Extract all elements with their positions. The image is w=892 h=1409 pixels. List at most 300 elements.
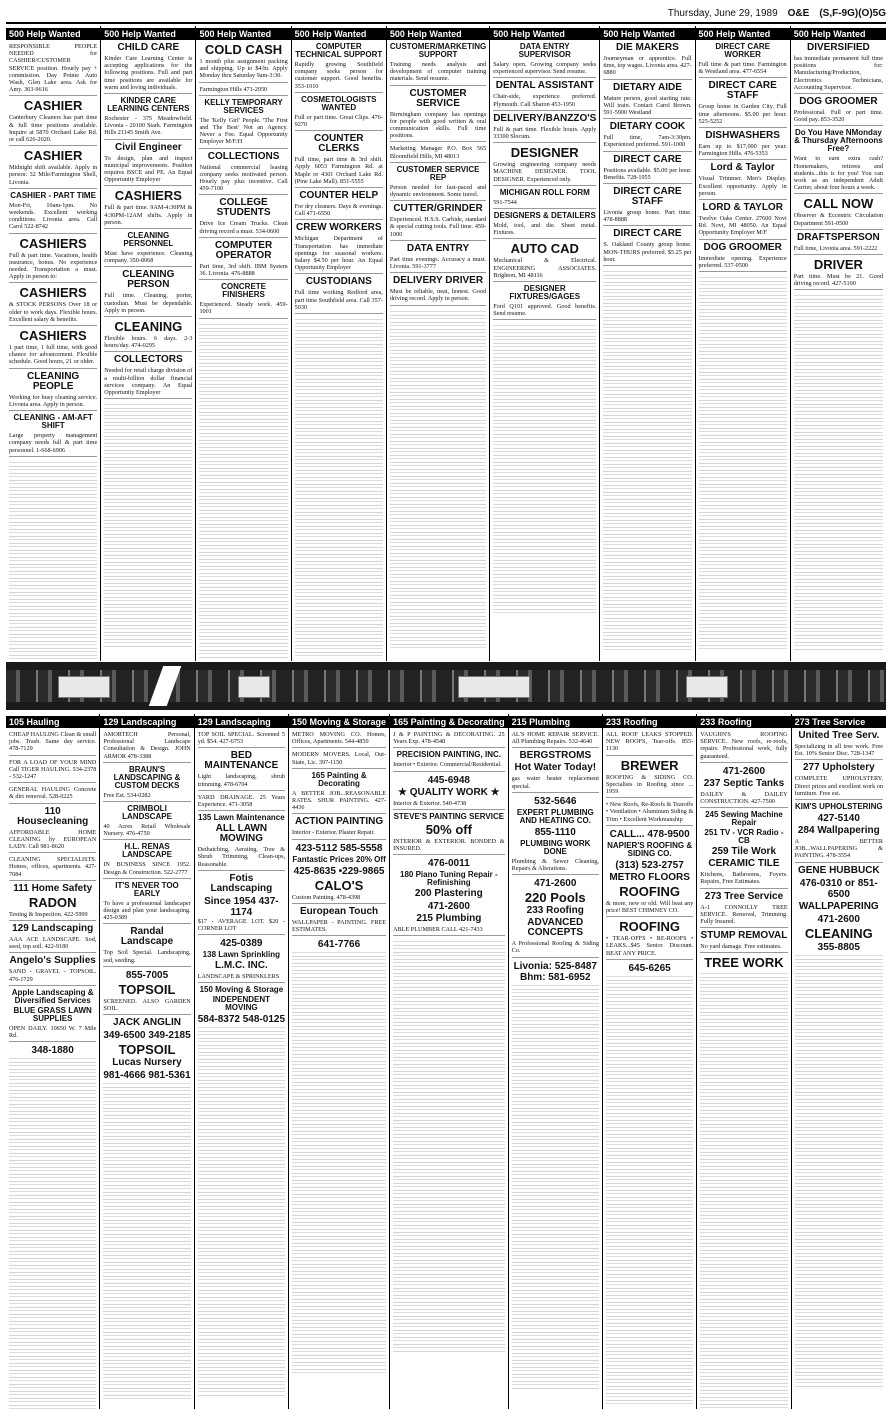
- ad-phone-number: 476-0310 or 851-6500: [799, 877, 878, 900]
- ad-headline: 165 Painting & Decorating: [311, 770, 367, 788]
- ad-body-text: J & P PAINTING & DECORATING. 25 Years Exp. 478-4548: [393, 731, 505, 748]
- ad-body-text: Ford Q101 approved. Good benefits. Send resume.: [493, 303, 596, 320]
- ad-headline: CASHIERS: [114, 188, 182, 204]
- ad-body-text: Rochester - 375 Meadowfield. Livonia - 20100 Stark. Farmington Hills 21145 Smith Ave.: [104, 115, 192, 140]
- ad-headline: CUSTOMER SERVICE: [409, 87, 467, 109]
- ad-body-text: Must be reliable, neat, honest. Good driving record. Apply in person.: [390, 288, 486, 305]
- ad-headline: GENE HUBBUCK: [797, 864, 880, 876]
- classified-column: [101, 26, 196, 661]
- ad-headline: DOG GROOMER: [703, 241, 782, 253]
- column-category-header: 150 Moving & Storage: [289, 716, 389, 728]
- ad-headline: H.L. RENAS LANDSCAPE: [122, 842, 172, 860]
- ad-body-text: Twelve Oaks Center. 27600 Novi Rd. Novi, MI 48050. An Equal Opportunity Employer M/F: [699, 215, 787, 240]
- ad-phone-number: 445-6948: [427, 774, 470, 786]
- ad-body-text: Want to earn extra cash? Homemakers, retirees and students...this is for you! You can work as an independent Adult Carrier, about four hours a week.: [794, 155, 883, 194]
- ad-headline: CREW WORKERS: [296, 222, 382, 234]
- ad-headline: European Touch: [299, 905, 379, 917]
- cut-strip-banner: [6, 662, 886, 710]
- ad-body-text: Visual Trimmer. Men's Display. Excellent opportunity. Apply in person.: [699, 175, 787, 200]
- ad-headline: CALL NOW: [803, 196, 874, 212]
- ad-body-text: Full & part time. Vacations, health insurance, bonus. No experience needed. Transportation a must. Apply in person to:: [9, 252, 97, 284]
- ad-body-text: Livonia group home. Part time. 478-8888: [603, 209, 691, 226]
- section-name: O&E: [787, 7, 810, 19]
- ad-headline: CRIMBOLI LANDSCAPE: [122, 804, 172, 822]
- banner-gap: [238, 676, 270, 698]
- ad-headline: DIVERSIFIED: [806, 42, 870, 53]
- ad-headline: 135 Lawn Maintenance: [198, 813, 285, 823]
- ad-headline: Hot Water Today!: [514, 762, 597, 774]
- ad-headline: DATA ENTRY: [406, 242, 470, 254]
- ad-body-text: INTERIOR & EXTERIOR. BONDED & INSURED.: [393, 838, 505, 855]
- ad-headline: DISHWASHERS: [705, 130, 780, 142]
- classified-column: [196, 26, 291, 661]
- column-category-header: 500 Help Wanted: [490, 28, 599, 40]
- ad-body-text: Free Est. 534-0282: [103, 792, 190, 802]
- ad-headline: DIETARY AIDE: [612, 81, 682, 93]
- ad-headline: DIRECT CARE STAFF: [613, 186, 682, 208]
- fine-print-texture: [795, 953, 883, 1389]
- column-category-header: 500 Help Wanted: [196, 28, 290, 40]
- column-category-header: 500 Help Wanted: [6, 28, 100, 40]
- classified-column: [603, 714, 697, 1409]
- ad-body-text: Custom Painting. 478-4398: [292, 894, 386, 904]
- ad-headline: KIM'S UPHOLSTERING: [794, 802, 883, 812]
- ad-body-text: LANDSCAPE & SPRINKLERS: [198, 973, 285, 983]
- fine-print-texture: [390, 309, 486, 651]
- ad-headline: DESIGNER FIXTURES/GAGES: [509, 284, 581, 302]
- ad-headline: COLLECTIONS: [207, 150, 280, 162]
- ad-headline: Lucas Nursery: [112, 1057, 182, 1069]
- ad-body-text: A Professional Roofing & Siding Co.: [512, 940, 599, 957]
- ad-headline: BREWER: [620, 757, 679, 773]
- ad-body-text: Must have experience. Cleaning company. 350-8068: [104, 250, 192, 267]
- ad-headline: Angelo's Supplies: [9, 955, 96, 967]
- ad-headline: 138 Lawn Sprinkling: [202, 950, 281, 960]
- ad-phone-number: 427-5140: [817, 813, 860, 825]
- ad-body-text: Working for busy cleaning service. Livonia area. Apply in person.: [9, 394, 97, 411]
- ad-headline: MICHIGAN ROLL FORM: [499, 187, 590, 197]
- ad-headline: BERGSTROMS: [519, 750, 592, 762]
- ad-headline: DESIGNERS & DETAILERS: [493, 211, 596, 221]
- ad-body-text: Growing engineering company needs MACHINE DESIGNER. TOOL DESIGNER. Experienced only.: [493, 161, 596, 186]
- ad-headline: COLLEGE STUDENTS: [216, 197, 271, 219]
- ad-phone-number: 855-1110: [534, 826, 576, 838]
- ad-body-text: METRO MOVING CO. Homes, Offices, Apartments. 544-4850: [292, 731, 386, 748]
- ad-headline: LORD & TAYLOR: [702, 202, 783, 214]
- ad-headline: CUSTODIANS: [305, 276, 372, 288]
- ad-headline: ALL LAWN MOWING: [215, 823, 268, 845]
- ad-headline: CUSTOMER SERVICE REP: [396, 164, 480, 182]
- fine-print-texture: [198, 1025, 285, 1398]
- ad-body-text: FOR A LOAD OF YOUR MIND Call TIGER HAULING. 534-2378 - 532-1247: [9, 759, 96, 784]
- ad-body-text: Full or part time. Great Clips. 476-9270: [295, 114, 383, 131]
- ad-phone-number: CALL... 478-9500: [609, 828, 690, 840]
- banner-gap: [458, 676, 530, 698]
- column-category-header: 500 Help Wanted: [292, 28, 386, 40]
- ad-headline: AUTO CAD: [510, 241, 579, 257]
- ad-phone-number: 425-0389: [220, 938, 263, 950]
- ad-phone-number: 348-1880: [31, 1045, 74, 1057]
- ad-body-text: Flexible hours. 6 days. 2-3 hours/day. 474-0295: [104, 335, 192, 352]
- ad-phone-number: 471-2600: [534, 878, 577, 890]
- column-category-header: 233 Roofing: [603, 716, 696, 728]
- ad-body-text: Group home in Garden City. Full time afternoons. $5.00 per hour. 525-5252: [699, 103, 787, 128]
- ad-headline: METRO FLOORS: [609, 871, 690, 883]
- ad-body-text: 1 part time, 1 full time, with good chance for advancement. Flexible schedule. Good hours, 21 or older.: [9, 344, 97, 369]
- ad-body-text: A-1 CONNOLLY TREE SERVICE. Removal, Trimming. Fully Insured.: [700, 904, 787, 929]
- ad-body-text: AAA ACE LANDSCAPE. Sod, seed, top soil. 422-9180: [9, 936, 96, 953]
- ad-headline: 284 Wallpapering: [797, 825, 880, 837]
- ad-body-text: Top Soil Special. Landscaping, sod, seeding.: [103, 949, 190, 966]
- services-section: [6, 714, 886, 1404]
- ad-headline: CASHIER: [23, 98, 83, 114]
- ad-body-text: Professional. Full or part time. Good pay. 853-3520: [794, 109, 883, 126]
- ad-body-text: Kitchens, Bathrooms, Foyers. Repairs, Free Estimates.: [700, 871, 787, 888]
- ad-body-text: Experienced. Steady work. 459-1001: [199, 301, 287, 318]
- ad-body-text: For dry cleaners. Days & evenings. Call 471-6550: [295, 203, 383, 220]
- ad-body-text: 1 month plus assignment packing and shipping. Up to $4/hr. Apply Monday thru Saturday 9am-3:30.: [199, 58, 287, 83]
- ad-body-text: Rapidly growing Southfield company seeks person for customer support. Good benefits. 353-1010: [295, 61, 383, 93]
- ad-body-text: National commercial leasing company seeks motivated person. Hourly pay plus incentive. Call 459-7100: [199, 164, 287, 196]
- ad-body-text: Kinder Care Learning Center is accepting applications for the following positions. Full and part time positions are available for warm and loving individuals.: [104, 55, 192, 94]
- ad-body-text: AMORTECH Personal, Professional Landscape Consultation & Design. JOHN ARMOR 478-3388: [103, 731, 190, 763]
- ad-body-text: Part time, 3rd shift. IBM System 36. Livonia. 476-8888: [199, 263, 287, 280]
- column-category-header: 500 Help Wanted: [600, 28, 694, 40]
- ad-headline: ★ QUALITY WORK ★: [398, 786, 500, 798]
- ad-headline: 180 Piano Tuning Repair - Refinishing: [400, 870, 498, 888]
- ad-headline: COUNTER CLERKS: [314, 133, 364, 155]
- ad-body-text: Earn up to $17,000 per year. Farmington Hills. 476-5353: [699, 143, 787, 160]
- ad-body-text: Full time, 7am-3:30pm. Experienced preferred. 591-1000: [603, 134, 691, 151]
- ad-headline: 50% off: [425, 821, 472, 837]
- ad-body-text: Midnight shift available. Apply in person: 32 Mile/Farmington Shell, Livonia.: [9, 164, 97, 189]
- ad-body-text: Full time, part time & 3rd shift. Apply 6053 Farmington Rd. at Maple or 4301 Orchard Lake Rd. (Pine Lake Mall). 851-5555: [295, 156, 383, 188]
- classified-column: [791, 26, 886, 661]
- classified-column: [697, 714, 791, 1409]
- fine-print-texture: [9, 1056, 96, 1409]
- ad-headline: BED MAINTENANCE: [204, 750, 279, 772]
- ad-headline: 129 Landscaping: [12, 923, 94, 935]
- ad-headline: Do You Have NMonday & Thursday Afternoons Free?: [794, 128, 883, 154]
- column-category-header: 500 Help Wanted: [387, 28, 489, 40]
- ad-body-text: SCREENED. ALSO GARDEN SOIL.: [103, 998, 190, 1015]
- ad-body-text: Testing & Inspection. 422-5999: [9, 911, 96, 921]
- ad-headline: CLEANING PEOPLE: [26, 370, 80, 392]
- ad-body-text: The 'Kelly Girl' People. 'The First and The Best' Not an Agency. Never a Fee. Equal Opportunity Employer M/F/H: [199, 117, 287, 149]
- ad-headline: 200 Plastering: [414, 888, 483, 900]
- ad-headline: Randal Landscape: [120, 926, 174, 948]
- ad-body-text: Mold, tool, and die. Sheet metal. Fixtures.: [493, 222, 596, 239]
- ad-headline: COUNTER HELP: [299, 190, 379, 202]
- ad-body-text: Full & part time. Flexible hours. Apply 33300 Slocum.: [493, 126, 596, 143]
- ad-body-text: Salary open. Growing company seeks experienced supervisor. Send resume.: [493, 61, 596, 78]
- fine-print-texture: [9, 460, 97, 661]
- ad-body-text: VAUGHN'S ROOFING SERVICE. New roofs, re-roofs, repairs. Professional work, fully guaranteed.: [700, 731, 787, 763]
- ad-phone-number: 981-4666 981-5361: [103, 1070, 191, 1082]
- ad-body-text: A BETTER JOB...REASONABLE RATES. SHUR PAINTING. 427-4436: [292, 790, 386, 815]
- ad-body-text: CLEANING SPECIALISTS. Homes, offices, apartments. 427-7084: [9, 856, 96, 881]
- ad-headline: CASHIERS: [19, 285, 87, 301]
- ad-body-text: CHEAP HAULING Clean & small jobs. Trash. Same day service. 478-7129: [9, 731, 96, 756]
- fine-print-texture: [493, 323, 596, 616]
- ad-headline: CHILD CARE: [117, 42, 180, 53]
- page-code: (S,F-9G)(O)5G: [819, 7, 886, 19]
- ad-body-text: GENERAL HAULING Concrete & dirt removal. 528-0225: [9, 786, 96, 803]
- classified-column: [100, 714, 194, 1409]
- ad-headline: CERAMIC TILE: [708, 858, 780, 870]
- ad-body-text: Interior & Exterior. 540-4738: [393, 800, 505, 810]
- classified-column: [390, 714, 509, 1409]
- classified-column: [490, 26, 600, 661]
- fine-print-texture: [794, 293, 883, 651]
- fine-print-texture: [103, 1081, 190, 1399]
- fine-print-texture: [393, 939, 505, 1352]
- ad-headline: CASHIER: [23, 148, 83, 164]
- ad-headline: TOPSOIL: [118, 981, 176, 997]
- ad-phone-number: 645-6265: [628, 962, 671, 974]
- page-header: [6, 6, 886, 20]
- ad-body-text: Light landscaping, shrub trimming. 478-6704: [198, 773, 285, 790]
- ad-headline: ROOFING: [619, 919, 680, 935]
- ad-body-text: gas water heater replacement special.: [512, 775, 599, 792]
- ad-body-text: • TEAR-OFFS • RE-ROOFS • LEAKS...$45 Senior Discount. BEAT ANY PRICE.: [606, 935, 693, 960]
- ad-headline: Lord & Taylor: [710, 162, 775, 174]
- ad-headline: CLEANING: [114, 319, 183, 335]
- ad-phone-number: 641-7766: [317, 939, 361, 951]
- ad-headline: TOPSOIL: [118, 1042, 176, 1058]
- column-category-header: 500 Help Wanted: [791, 28, 886, 40]
- ad-body-text: Mechanical & Electrical. ENGINEERING ASSOCIATES. Brighton, MI 48116: [493, 257, 596, 282]
- ad-body-text: & STOCK PERSONS Over 18 or older to work days. Flexible hours. Excellent salary & benefits.: [9, 301, 97, 326]
- ad-headline: STUMP REMOVAL: [700, 930, 788, 942]
- fine-print-texture: [603, 269, 691, 650]
- ad-body-text: YARD DRAINAGE. 25 Years Experience. 471-3058: [198, 794, 285, 811]
- ad-headline: CASHIERS: [19, 235, 87, 251]
- ad-body-text: Specializing in all tree work. Free Est. 10% Senior Disc. 728-1347: [795, 743, 883, 760]
- ad-body-text: Michigan Department of Transportation has immediate openings for seasonal workers. Salary $4.50 per hour. An Equal Opportunity Employer: [295, 235, 383, 274]
- fine-print-texture: [295, 317, 383, 657]
- ad-headline: Civil Engineer: [114, 141, 182, 153]
- ad-phone-number: 471-2600: [427, 901, 470, 913]
- fine-print-texture: [292, 950, 386, 1374]
- ad-headline: COMPUTER OPERATOR: [214, 239, 273, 261]
- ad-body-text: Immediate opening. Experience preferred. 537-0500: [699, 255, 787, 272]
- ad-body-text: RESPONSIBLE PEOPLE NEEDED for CASHIER/CUSTOMER SERVICE position. Hourly pay + commission. Day Pointe Auto Wash, Glen Lake area. Ask for Amy. 363-9616: [9, 43, 97, 96]
- ad-body-text: S. Oakland County group home. MON-THURS preferred. $5.25 per hour.: [603, 241, 691, 266]
- ad-headline: CLEANING PERSONNEL: [123, 231, 174, 249]
- ad-headline: INDEPENDENT MOVING: [212, 995, 271, 1013]
- column-category-header: 165 Painting & Decorating: [390, 716, 508, 728]
- ad-headline: BRAUN'S LANDSCAPING & CUSTOM DECKS: [113, 764, 181, 790]
- ad-body-text: Needed for retail charge division of a multi-billion dollar financial services company. An Equal Opportunity Employer: [104, 367, 192, 399]
- ad-body-text: Interior - Exterior. Plaster Repair.: [292, 829, 386, 839]
- classified-column: [696, 26, 791, 661]
- ad-body-text: Farmington Hills 471-2050: [199, 86, 287, 96]
- ad-phone-number: (313) 523-2757: [615, 859, 684, 871]
- ad-body-text: COMPLETE UPHOLSTERY. Direct prices and excellent work on furniture. Free est.: [795, 775, 883, 800]
- ad-body-text: Part time evenings. Accuracy a must. Livonia. 591-3777: [390, 256, 486, 273]
- column-category-header: 500 Help Wanted: [696, 28, 790, 40]
- ad-headline: EXPERT PLUMBING AND HEATING CO.: [516, 807, 594, 825]
- ad-headline: CLEANING PERSON: [122, 269, 175, 291]
- ad-headline: CUTTER/GRINDER: [393, 203, 483, 215]
- ad-headline: WALLPAPERING: [798, 900, 879, 912]
- ad-body-text: Observer & Eccentric Circulation Department 591-0500: [794, 212, 883, 229]
- ad-headline: Fantastic Prices 20% Off: [292, 854, 386, 864]
- classified-column: [6, 26, 101, 661]
- ad-headline: 277 Upholstery: [802, 762, 875, 774]
- ad-body-text: To design, plan and inspect municipal improvements. Position requires BSCE and PE. An Equal Opportunity Employer: [104, 155, 192, 187]
- ad-headline: JACK ANGLIN: [113, 1017, 181, 1029]
- ad-headline: NAPIER'S ROOFING & SIDING CO.: [607, 840, 693, 858]
- ad-body-text: Full time. Cleaning, porter, custodian. Must be dependable. Apply in person.: [104, 292, 192, 317]
- column-category-header: 105 Hauling: [6, 716, 99, 728]
- ad-headline: KELLY TEMPORARY SERVICES: [204, 97, 283, 115]
- ad-headline: STEVE'S PAINTING SERVICE: [393, 811, 505, 821]
- ad-body-text: Birmingham company has openings for people with good written & oral communication skills. Full time positions.: [390, 111, 486, 143]
- ad-headline: 111 Home Safety: [13, 882, 93, 894]
- ad-headline: PLUMBING WORK DONE: [520, 838, 591, 856]
- ad-headline: CUSTOMER/MARKETING SUPPORT: [389, 42, 487, 59]
- ad-headline: DIRECT CARE WORKER: [715, 42, 770, 59]
- ad-body-text: Mon-Fri, 10am-1pm. No weekends. Excellent working conditions. Livonia area. Call Carol 522-8742: [9, 202, 97, 234]
- ad-body-text: & more, new or old. Will beat any price! BEST CHIMNEY CO.: [606, 900, 693, 917]
- classified-column: [509, 714, 603, 1409]
- column-category-header: 273 Tree Service: [792, 716, 886, 728]
- ad-body-text: OPEN DAILY. 10650 W. 7 Mile Rd.: [9, 1025, 96, 1042]
- ad-headline: ADVANCED CONCEPTS: [527, 917, 584, 939]
- ad-body-text: SAND - GRAVEL - TOPSOIL. 476-1729: [9, 968, 96, 985]
- ad-phone-number: 423-5112 585-5558: [295, 842, 383, 854]
- ad-headline: BLUE GRASS LAWN SUPPLIES: [13, 1005, 92, 1023]
- ad-headline: DATA ENTRY SUPERVISOR: [518, 42, 571, 59]
- ad-body-text: ABLE PLUMBER CALL 421-7433: [393, 926, 505, 936]
- ad-body-text: A BETTER JOB...WALLPAPERING & PAINTING. 478-3554: [795, 838, 883, 863]
- ad-body-text: Canterbury Cleaners has part time & full time positions available. Inquire at 5870 Orchard Lake Rd. or call 626-2020.: [9, 114, 97, 146]
- ad-phone-number: 855-7005: [125, 969, 169, 981]
- fine-print-texture: [699, 275, 787, 650]
- fine-print-texture: [104, 402, 192, 647]
- ad-headline: 220 Pools: [524, 890, 586, 906]
- ad-headline: CASHIERS: [19, 328, 87, 344]
- ad-body-text: 591-7544: [493, 199, 596, 209]
- ad-headline: DOG GROOMER: [799, 96, 878, 108]
- classified-column: [195, 714, 289, 1409]
- ad-headline: 251 TV - VCR Radio - CB: [704, 828, 784, 846]
- ad-body-text: Full & part time. 9AM-4:30PM & 4:30PM-12AM shifts. Apply in person.: [104, 204, 192, 229]
- ad-phone-number: 471-2600: [722, 765, 766, 777]
- ad-phone-number: 584-8372 548-0125: [197, 1014, 286, 1026]
- ad-headline: DELIVERY/BANZZO'S: [493, 112, 597, 124]
- ad-body-text: Dethatching, Aerating, Tree & Shrub Trimming, Clean-ups, Reasonable.: [198, 846, 285, 871]
- ad-headline: DIE MAKERS: [616, 42, 679, 53]
- banner-gap: [686, 676, 728, 698]
- ad-headline: 233 Roofing: [526, 905, 584, 917]
- page-date: Thursday, June 29, 1989: [667, 7, 778, 19]
- ad-body-text: Plumbing & Sewer Cleaning, Repairs & Alterations.: [512, 858, 599, 875]
- classified-column: [292, 26, 387, 661]
- ad-body-text: Mature person, good starting rate. Will train. Contact Carol Brown. 591-5900 Westland: [603, 95, 691, 120]
- fine-print-texture: [512, 983, 599, 1391]
- ad-headline: RADON: [28, 894, 77, 910]
- ad-headline: Fotis Landscaping: [210, 872, 273, 894]
- ad-body-text: Full time & part time. Farmington & Westland area. 477-6554: [699, 61, 787, 78]
- ad-headline: COLD CASH: [204, 42, 283, 57]
- ad-body-text: ROOFING & SIDING CO. Specialists in Roofing since ... 1959: [606, 774, 693, 799]
- ad-body-text: Chair-side, experience preferred. Plymouth. Call Sharon 453-1950: [493, 93, 596, 110]
- ad-headline: CONCRETE FINISHERS: [221, 282, 266, 300]
- ad-body-text: To have a professional landscaper design and plan your landscaping. 425-0389: [103, 900, 190, 925]
- ad-phone-number: Livonia: 525-8487 Bhm: 581-6952: [513, 960, 597, 983]
- ad-body-text: Person needed for fast-paced and dynamic environment. Some travel.: [390, 184, 486, 201]
- ad-phone-number: 471-2600: [817, 913, 860, 925]
- ad-headline: COLLECTORS: [113, 354, 183, 366]
- ad-body-text: Training needs analysis and development of computer training materials. Send resume.: [390, 61, 486, 86]
- ad-headline: TREE WORK: [704, 955, 784, 971]
- ad-body-text: has immediate permanent full time positions for: Manufacturing/Production, Electronics Technicians, Accounting Supervisor.: [794, 55, 883, 94]
- ad-headline: Apple Landscaping & Diversified Services: [11, 987, 94, 1005]
- ad-phone-number: 355-8805: [817, 941, 860, 953]
- ad-body-text: Large property management company needs full & part time personnel. 1-668-6906: [9, 432, 97, 457]
- ad-body-text: MODERN MOVERS. Local, Out-State, Lic. 397-1150: [292, 751, 386, 768]
- column-category-header: 500 Help Wanted: [101, 28, 195, 40]
- fine-print-texture: [199, 322, 287, 659]
- classified-column: [387, 26, 490, 661]
- ad-body-text: Full time, Livonia area. 591-2222: [794, 245, 883, 255]
- ad-headline: ACTION PAINTING: [294, 816, 384, 828]
- ad-headline: 215 Plumbing: [416, 913, 482, 925]
- column-category-header: 129 Landscaping: [195, 716, 288, 728]
- header-rule: [6, 22, 886, 24]
- ad-body-text: TOP SOIL SPECIAL. Screened 5 yd. $54. 427-6753: [198, 731, 285, 748]
- ad-body-text: Interior • Exterior. Commercial/Residential.: [393, 761, 505, 771]
- ad-headline: COMPUTER TECHNICAL SUPPORT: [295, 42, 383, 59]
- ad-body-text: DAILEY & DAILEY CONSTRUCTION. 427-7500: [700, 791, 787, 808]
- ad-headline: DENTAL ASSISTANT: [495, 80, 594, 92]
- ad-headline: DRAFTSPERSON: [796, 231, 880, 243]
- ad-body-text: Full time working Redford area, part time Southfield area. Call 357-5030: [295, 289, 383, 314]
- help-wanted-section: [6, 26, 886, 658]
- ad-headline: DIRECT CARE STAFF: [708, 80, 777, 102]
- ad-phone-number: 425-8635 •229-9865: [293, 865, 385, 877]
- ad-headline: 150 Moving & Storage: [199, 985, 284, 995]
- ad-phone-number: 532-5646: [534, 795, 577, 807]
- ad-headline: CALO'S: [314, 877, 364, 893]
- ad-headline: IT'S NEVER TOO EARLY: [115, 880, 179, 898]
- ad-body-text: Drive Ice Cream Trucks. Clean driving record a must. 534-0600: [199, 220, 287, 237]
- ad-headline: CLEANING - AM-AFT SHIFT: [13, 413, 93, 431]
- ad-body-text: IN BUSINESS SINCE 1952. Design & Construction. 522-2777: [103, 861, 190, 878]
- ad-body-text: Marketing Manager P.O. Box 565 Bloomfield Hills, MI 48013: [390, 145, 486, 162]
- ad-headline: 273 Tree Service: [704, 890, 784, 902]
- ad-headline: DIETARY COOK: [609, 121, 686, 133]
- ad-phone-number: 476-0011: [427, 858, 470, 870]
- fine-print-texture: [606, 974, 693, 1407]
- classified-column: [600, 26, 695, 661]
- ad-headline: CLEANING: [804, 925, 873, 941]
- ad-headline: PRECISION PAINTING, INC.: [396, 750, 501, 760]
- ad-body-text: AFFORDABLE HOME CLEANING by EUROPEAN LADY. Call 981-8620: [9, 829, 96, 854]
- ad-body-text: • New Roofs, Re-Roofs & Tearoffs • Ventilation • Aluminum Siding & Trim • Excellent Workmanship: [606, 801, 693, 826]
- ad-body-text: 40 Acres Retail Wholesale Nursery. 476-4750: [103, 823, 190, 840]
- ad-headline: COSMETOLOGISTS WANTED: [301, 94, 377, 112]
- ad-body-text: WALLPAPER - PAINTING. FREE ESTIMATES.: [292, 919, 386, 936]
- fine-print-texture: [700, 971, 787, 1408]
- ad-headline: DIRECT CARE: [613, 153, 682, 165]
- classified-column: [6, 714, 100, 1409]
- ad-body-text: No yard damage. Free estimates.: [700, 943, 787, 953]
- ad-headline: 259 Tile Work: [711, 846, 777, 858]
